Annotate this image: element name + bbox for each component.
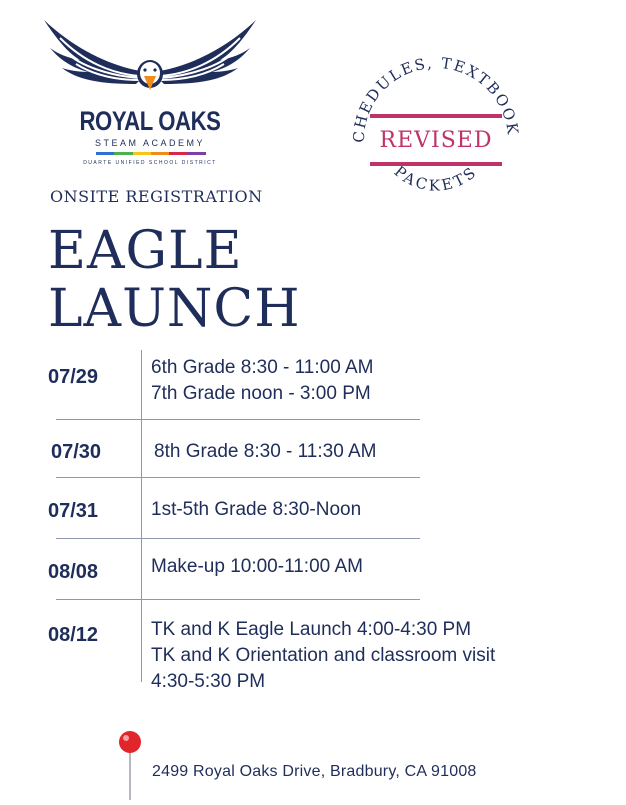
rainbow-segment: [169, 152, 187, 155]
schedule-entry: 8th Grade 8:30 - 11:30 AM: [154, 441, 377, 462]
schedule-date: 07/30: [51, 441, 102, 463]
rainbow-segment: [151, 152, 169, 155]
eagle-icon: [40, 14, 260, 106]
onsite-registration-label: ONSITE REGISTRATION: [50, 187, 263, 206]
schedule-entry: 6th Grade 8:30 - 11:00 AM: [151, 357, 374, 378]
schedule-date: 08/08: [48, 561, 99, 583]
school-logo: [40, 14, 260, 164]
page-title: [48, 222, 301, 338]
title-line-1: EAGLE: [48, 221, 243, 281]
brand-subtitle: STEAM ACADEMY: [94, 138, 205, 148]
address: 2499 Royal Oaks Drive, Bradbury, CA 91008: [152, 763, 477, 780]
revised-badge: [346, 42, 526, 238]
schedule-date: 07/29: [48, 366, 99, 388]
rainbow-segment: [133, 152, 151, 155]
rainbow-bar: [96, 152, 206, 155]
schedule-divider: [56, 477, 420, 478]
rainbow-segment: [114, 152, 132, 155]
badge-arc-top: CHEDULES, TEXTBOOK: [349, 53, 523, 144]
schedule-entry: 1st-5th Grade 8:30-Noon: [151, 499, 362, 520]
rainbow-segment: [188, 152, 206, 155]
rainbow-segment: [96, 152, 114, 155]
revised-stamp: REVISED: [370, 114, 502, 166]
schedule-entry: Make-up 10:00-11:00 AM: [151, 556, 363, 577]
schedule-date: 08/12: [48, 624, 99, 646]
schedule-entry: 7th Grade noon - 3:00 PM: [151, 383, 371, 404]
schedule-divider: [56, 538, 420, 539]
district-name: DUARTE UNIFIED SCHOOL DISTRICT: [83, 160, 217, 166]
map-pin-icon: [118, 730, 142, 800]
schedule-divider: [56, 419, 420, 420]
schedule-entry: 4:30-5:30 PM: [151, 671, 266, 692]
schedule-entry: TK and K Orientation and classroom visit: [151, 645, 496, 666]
schedule-divider-vertical: [141, 350, 142, 682]
schedule-entry: TK and K Eagle Launch 4:00-4:30 PM: [151, 619, 472, 640]
schedule-divider: [56, 599, 420, 600]
brand-name: ROYAL OAKS: [79, 106, 221, 136]
schedule-date: 07/31: [48, 500, 99, 522]
badge-arc-bottom: PACKETS: [390, 162, 482, 195]
title-line-2: LAUNCH: [48, 279, 301, 339]
